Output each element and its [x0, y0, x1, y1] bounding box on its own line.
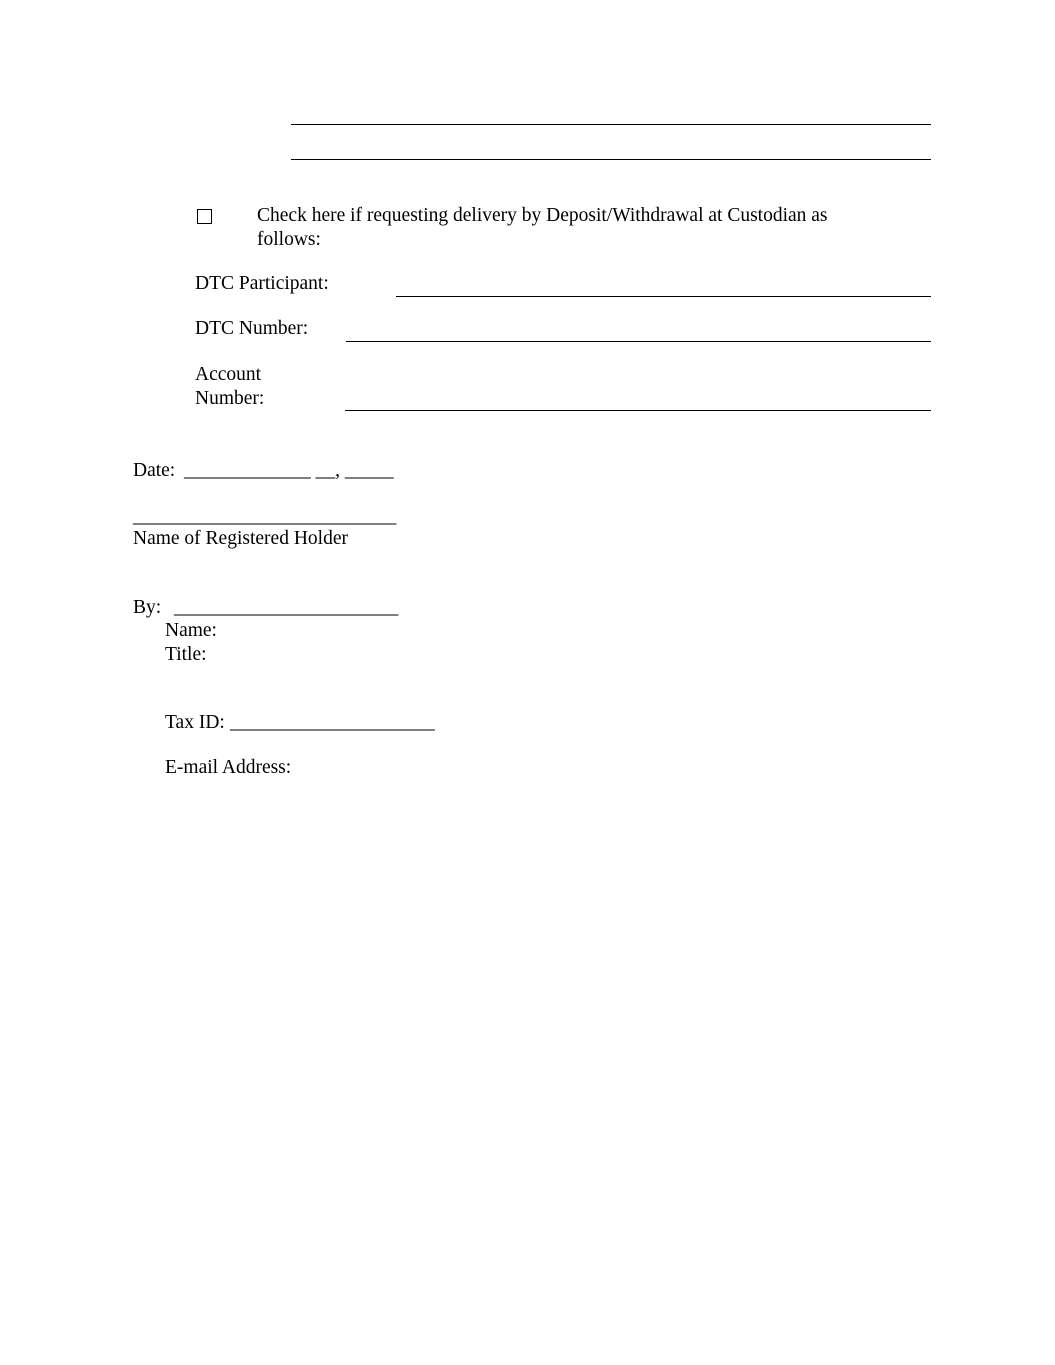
deposit-withdrawal-checkbox[interactable] — [197, 209, 212, 224]
by-signature-field[interactable]: _______________________ — [174, 597, 399, 618]
address-line-2[interactable] — [291, 159, 931, 160]
date-label: Date: — [133, 460, 176, 481]
email-address-label: E-mail Address: — [165, 757, 292, 778]
dtc-participant-field[interactable] — [396, 296, 931, 297]
account-number-label-line-1: Account — [195, 364, 262, 385]
name-label: Name: — [165, 620, 217, 641]
address-line-1[interactable] — [291, 124, 931, 125]
checkbox-label-line-2: follows: — [257, 229, 321, 250]
dtc-participant-label: DTC Participant: — [195, 273, 329, 294]
account-number-label-line-2: Number: — [195, 388, 265, 409]
tax-id-label: Tax ID: — [165, 712, 225, 733]
account-number-field[interactable] — [345, 410, 931, 411]
title-label: Title: — [165, 644, 207, 665]
registered-holder-field[interactable]: ___________________________ — [133, 506, 397, 527]
dtc-number-field[interactable] — [346, 341, 931, 342]
dtc-number-label: DTC Number: — [195, 318, 309, 339]
date-field[interactable]: _____________ __, _____ — [184, 460, 394, 481]
registered-holder-caption: Name of Registered Holder — [133, 528, 348, 549]
tax-id-field[interactable]: _____________________ — [230, 712, 435, 733]
by-label: By: — [133, 597, 162, 618]
checkbox-label-line-1: Check here if requesting delivery by Deposit/Withdrawal at Custodian as — [257, 205, 828, 226]
